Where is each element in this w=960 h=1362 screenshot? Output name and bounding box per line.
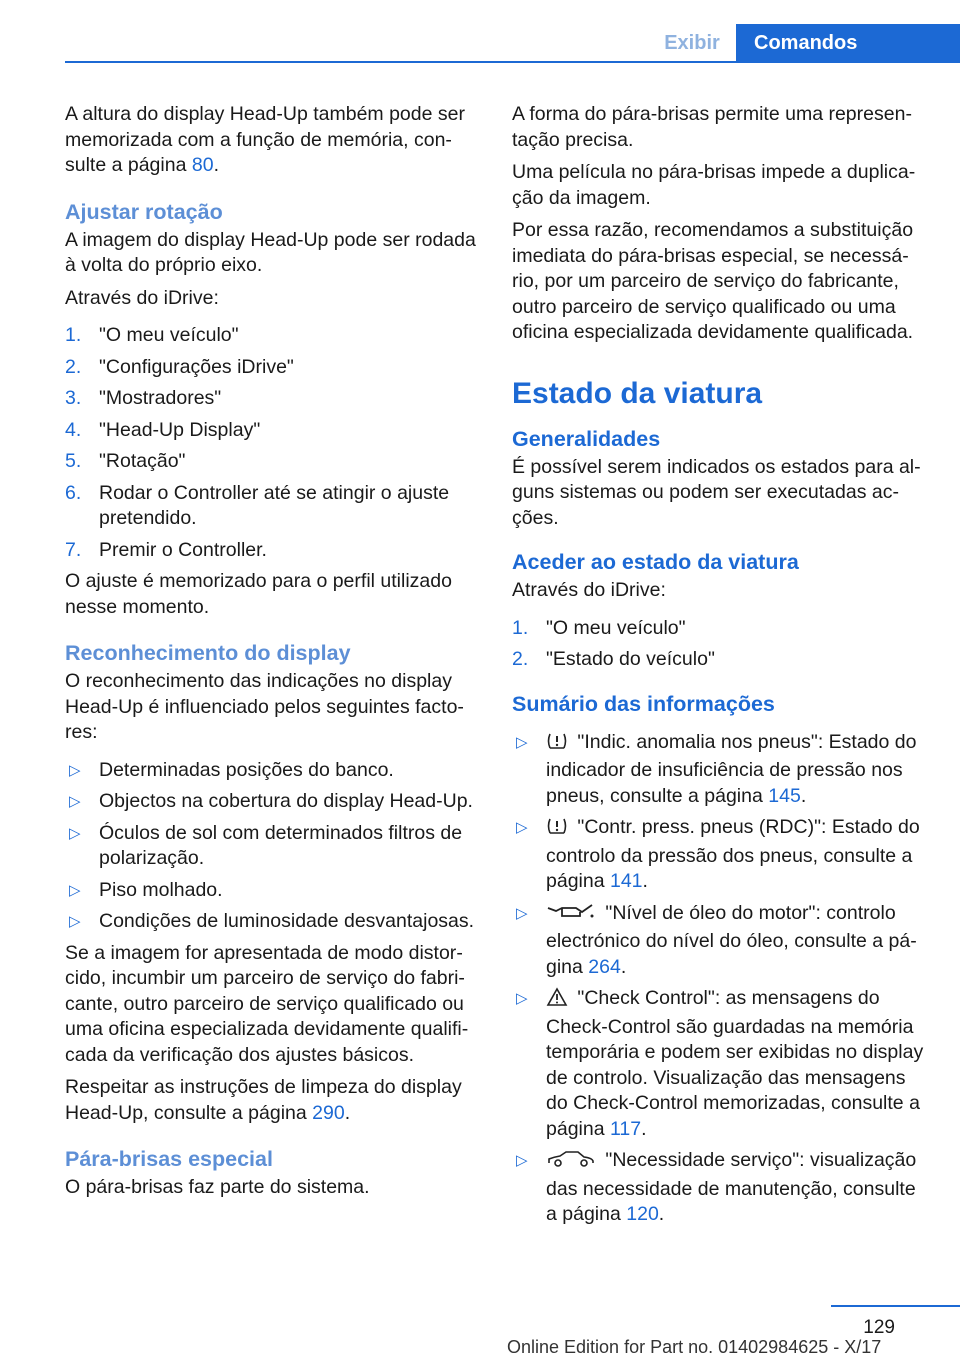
heading-vehicle-status: Estado da viatura xyxy=(512,376,763,410)
page-number: 129 xyxy=(863,1317,895,1338)
status-steps xyxy=(512,616,927,673)
page-link[interactable]: 80 xyxy=(191,154,214,176)
edition-footer: Online Edition for Part no. 01402984625 - X/17 xyxy=(507,1337,882,1357)
tire-pressure-warning-icon xyxy=(546,731,568,759)
list-item: 4. "Head-Up Display" xyxy=(65,418,261,441)
page-link[interactable]: 145 xyxy=(768,784,801,807)
list-item: ▷ Condições de luminosidade desvantajosas. xyxy=(65,909,477,935)
right-column xyxy=(512,102,927,1234)
cleaning-text: Respeitar as instruções de limpeza do display Head-Up, consulte a página 290. xyxy=(65,1076,462,1124)
bullet-triangle-icon: ▷ xyxy=(69,824,81,842)
list-item: ▷ Piso molhado. xyxy=(65,878,477,904)
page-link[interactable]: 120 xyxy=(626,1203,659,1225)
via-idrive-text: Através do iDrive: xyxy=(512,579,666,601)
list-item: ▷ "Necessidade serviço": visualização das necessidade de manutenção, consulte a página 120. xyxy=(516,1149,917,1225)
heading-windscreen: Pára-brisas especial xyxy=(65,1147,273,1171)
warning-triangle-icon xyxy=(546,987,568,1015)
saved-text: O ajuste é memorizado para o perfil utilizado nesse momento. xyxy=(65,570,452,618)
rotation-text: A imagem do display Head-Up pode ser rodada à volta do próprio eixo. xyxy=(65,228,476,276)
heading-access-status: Aceder ao estado da viatura xyxy=(512,550,799,574)
info-list xyxy=(512,730,927,1228)
list-item: ▷ Óculos de sol com determinados filtros de polarização. xyxy=(69,821,463,869)
list-item: 6. Rodar o Controller até se atingir o ajuste pretendido. xyxy=(65,481,450,529)
bullet-triangle-icon: ▷ xyxy=(516,733,528,751)
factors-list xyxy=(65,758,477,935)
list-item: ▷ Determinadas posições do banco. xyxy=(65,758,477,784)
distorted-text: Se a imagem for apresentada de modo distorcido, incumbir um parceiro de serviço do fabricante, outro parceiro de serviço qualificado ou uma oficina especializada devidamente qualificada da verificação dos ajustes básicos. xyxy=(65,941,469,1066)
windscreen-p2: Uma película no pára-brisas impede a duplicação da imagem. xyxy=(512,161,916,209)
list-item: ▷ "Nível de óleo do motor": controlo electrónico do nível do óleo, consulte a página 264. xyxy=(516,901,917,978)
list-item: 3. "Mostradores" xyxy=(65,387,222,409)
list-item: 1. "O meu veículo" xyxy=(512,616,686,639)
list-item: ▷ "Contr. press. pneus (RDC)": Estado do controlo da pressão dos pneus, consulte a página 141. xyxy=(516,816,920,892)
general-text: É possível serem indicados os estados para alguns sistemas ou podem ser executadas acções. xyxy=(512,455,921,529)
bullet-triangle-icon: ▷ xyxy=(69,793,81,810)
bullet-triangle-icon: ▷ xyxy=(69,913,81,930)
header-rule xyxy=(65,61,960,63)
memory-paragraph: A altura do display Head-Up também pode ser memorizada com a função de memória, consulte a página 80. xyxy=(65,103,465,176)
list-item: 2. "Configurações iDrive" xyxy=(65,355,294,378)
footer-rule xyxy=(831,1305,960,1307)
bullet-triangle-icon: ▷ xyxy=(516,1152,528,1169)
heading-info-summary: Sumário das informações xyxy=(512,691,775,716)
via-idrive-text: Através do iDrive: xyxy=(65,286,219,309)
bullet-triangle-icon: ▷ xyxy=(516,904,528,922)
bullet-triangle-icon: ▷ xyxy=(516,819,528,836)
left-column xyxy=(65,102,477,1208)
heading-rotation: Ajustar rotação xyxy=(65,199,223,224)
heading-recognition: Reconhecimento do display xyxy=(65,641,351,665)
windscreen-p3: Por essa razão, recomendamos a substituição imediata do pára-brisas especial, se necessário, por um parceiro de serviço do fabricante, outro parceiro de serviço qualificado ou uma oficina especializada devidamente qualificada. xyxy=(512,219,914,343)
list-item: ▷ "Indic. anomalia nos pneus": Estado do indicador de insuficiência de pressão nos pneus, consulte a página 145. xyxy=(516,730,917,807)
windscreen-text: O pára-brisas faz parte do sistema. xyxy=(65,1176,370,1198)
tire-pressure-warning-icon xyxy=(546,816,568,844)
bullet-triangle-icon: ▷ xyxy=(69,761,81,779)
list-item: 5. "Rotação" xyxy=(65,450,186,472)
page-link[interactable]: 264 xyxy=(588,955,621,978)
page-link[interactable]: 141 xyxy=(609,870,643,892)
page-link[interactable]: 117 xyxy=(609,1117,642,1140)
heading-general: Generalidades xyxy=(512,426,661,451)
list-item: 2. "Estado do veículo" xyxy=(512,648,715,670)
page-link[interactable]: 290 xyxy=(312,1101,345,1124)
tab-exibir[interactable]: Exibir xyxy=(664,32,720,54)
car-service-icon xyxy=(546,1149,596,1177)
oil-can-icon xyxy=(546,902,596,930)
list-item: 7. Premir o Controller. xyxy=(65,538,267,561)
rotation-steps xyxy=(65,323,477,563)
bullet-triangle-icon: ▷ xyxy=(69,881,81,899)
page-header xyxy=(0,24,960,62)
recognition-text: O reconhecimento das indicações no display Head-Up é influenciado pelos seguintes factores: xyxy=(65,670,464,743)
bullet-triangle-icon: ▷ xyxy=(516,990,528,1007)
tab-comandos[interactable]: Comandos xyxy=(736,24,960,62)
list-item: ▷ "Check Control": as mensagens do Check-Control são guardadas na memória temporária e podem ser exibidas no display de controlo. Visualização das mensagens do Check-Control memorizadas, consulte a página 117. xyxy=(516,987,924,1140)
list-item: 1. "O meu veículo" xyxy=(65,324,239,346)
list-item: ▷ Objectos na cobertura do display Head-Up. xyxy=(65,789,477,815)
windscreen-p1: A forma do pára-brisas permite uma representação precisa. xyxy=(512,103,912,151)
